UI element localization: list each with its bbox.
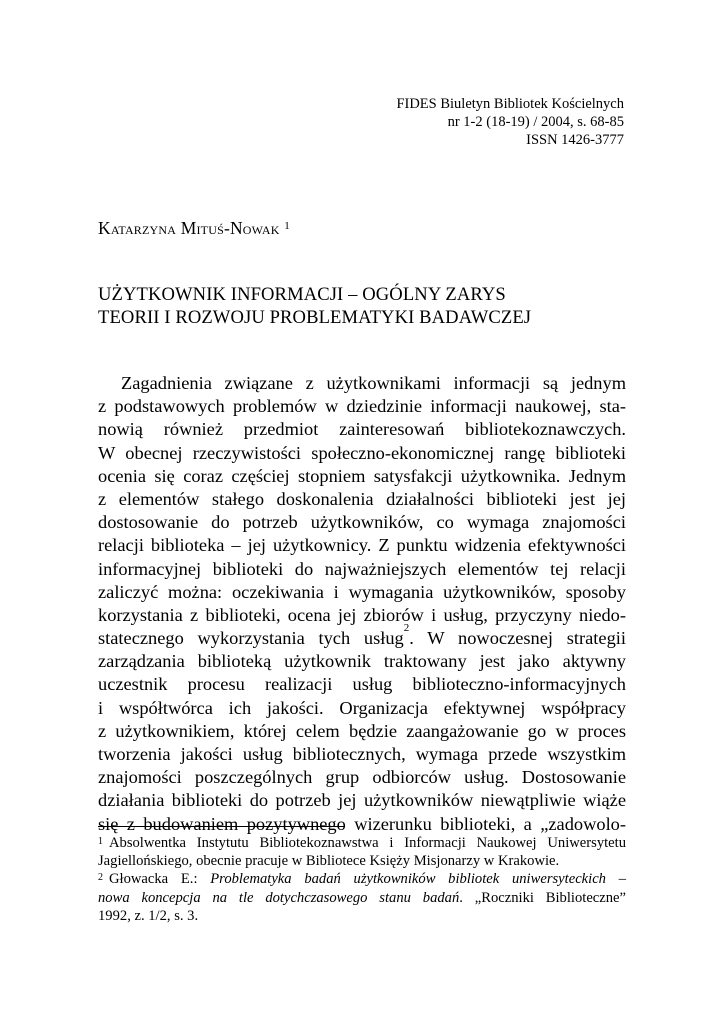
body-line: korzystania z biblioteki, ocena jej zbiorów i usług, przyczyny niedo- <box>98 604 626 625</box>
journal-issn: ISSN 1426-3777 <box>526 132 624 148</box>
journal-issue: nr 1-2 (18-19) / 2004, s. 68-85 <box>447 114 624 130</box>
body-line: dostosowanie do potrzeb użytkowników, co wymaga znajomości <box>98 512 626 533</box>
body-line: działania biblioteki do potrzeb jej użytkowników niewątpliwie wiąże <box>98 790 626 811</box>
body-line: z elementów stałego doskonalenia działalności biblioteki jest jej <box>98 488 626 509</box>
footnote-1-line-1 <box>98 834 626 852</box>
body-line: uczestnik procesu realizacji usług biblioteczno-informacyjnych <box>98 674 626 695</box>
body-line: znajomości poszczególnych grup odbiorców usług. Dostosowanie <box>98 767 626 788</box>
title-line-1: UŻYTKOWNIK INFORMACJI – OGÓLNY ZARYS <box>98 284 506 305</box>
body-line: nowią również przedmiot zainteresowań bibliotekoznawczych. <box>98 419 626 440</box>
footnotes <box>98 834 626 925</box>
footnote-2-line-1 <box>98 870 626 888</box>
body-line: W obecnej rzeczywistości społeczno-ekonomicznej rangę biblioteki <box>98 442 626 463</box>
body-text <box>98 372 626 836</box>
body-line: ocenia się coraz częściej stopniem satysfakcji użytkownika. Jednym <box>98 465 626 486</box>
body-line: zaliczyć można: oczekiwania i wymagania użytkowników, sposoby <box>98 581 626 602</box>
footnote-2-title-part2: nowa koncepcja na tle dotychczasowego stanu badań <box>98 889 460 906</box>
body-line: informacyjnej biblioteki do najważniejszych elementów tej relacji <box>98 558 626 579</box>
body-line: się z budowaniem pozytywnego wizerunku biblioteki, a „zadowolo- <box>98 813 626 834</box>
footnote-1-line-2: Jagiellońskiego, obecnie pracuje w Bibliotece Księży Misjonarzy w Krakowie. <box>98 853 560 870</box>
footnote-2-title-part1: Problematyka badań użytkowników bibliotek uniwersyteckich – <box>210 871 627 888</box>
body-line: zarządzania biblioteką użytkownik traktowany jest jako aktywny <box>98 651 626 672</box>
body-line-head: statecznego wykorzystania tych usług <box>98 628 404 649</box>
body-line: Zagadnienia związane z użytkownikami informacji są jednym <box>121 373 626 393</box>
footnote-2-line-2 <box>98 889 626 907</box>
journal-name: FIDES Biuletyn Bibliotek Kościelnych <box>396 96 624 112</box>
body-line: z użytkownikiem, której celem będzie zaangażowanie go w proces <box>98 720 626 741</box>
footnote-1-text: Absolwentka Instytutu Bibliotekoznawstwa i Informacji Naukowej Uniwersytetu <box>109 835 626 851</box>
journal-header <box>396 95 624 149</box>
article-title <box>98 283 638 329</box>
author-name: Katarzyna Mituś-Nowak <box>98 218 280 238</box>
footnote-divider <box>98 826 344 827</box>
footnote-2-number: 2 <box>98 872 103 884</box>
footnote-2-line-3: 1992, z. 1/2, s. 3. <box>98 907 199 924</box>
body-line-tail: . W nowoczesnej strategii <box>409 628 626 649</box>
author-footnote-ref: 1 <box>284 220 290 232</box>
author-line <box>98 218 290 238</box>
body-line: i współtwórca ich jakości. Organizacja efektywnej współpracy <box>98 697 626 718</box>
footnote-2-journal: . „Roczniki Biblioteczne” <box>459 889 626 906</box>
body-line: z podstawowych problemów w dziedzinie informacji naukowej, sta- <box>98 396 626 417</box>
title-line-2: TEORII I ROZWOJU PROBLEMATYKI BADAWCZEJ <box>98 307 532 328</box>
body-line: tworzenia jakości usług bibliotecznych, wymaga przede wszystkim <box>98 744 626 764</box>
footnote-ref-2: 2 <box>403 622 410 635</box>
body-line: relacji biblioteka – jej użytkownicy. Z punktu widzenia efektywności <box>98 535 626 556</box>
body-line-with-ref <box>98 622 626 650</box>
footnote-2-author: Głowacka E.: <box>109 871 211 888</box>
footnote-1-number: 1 <box>98 836 103 847</box>
